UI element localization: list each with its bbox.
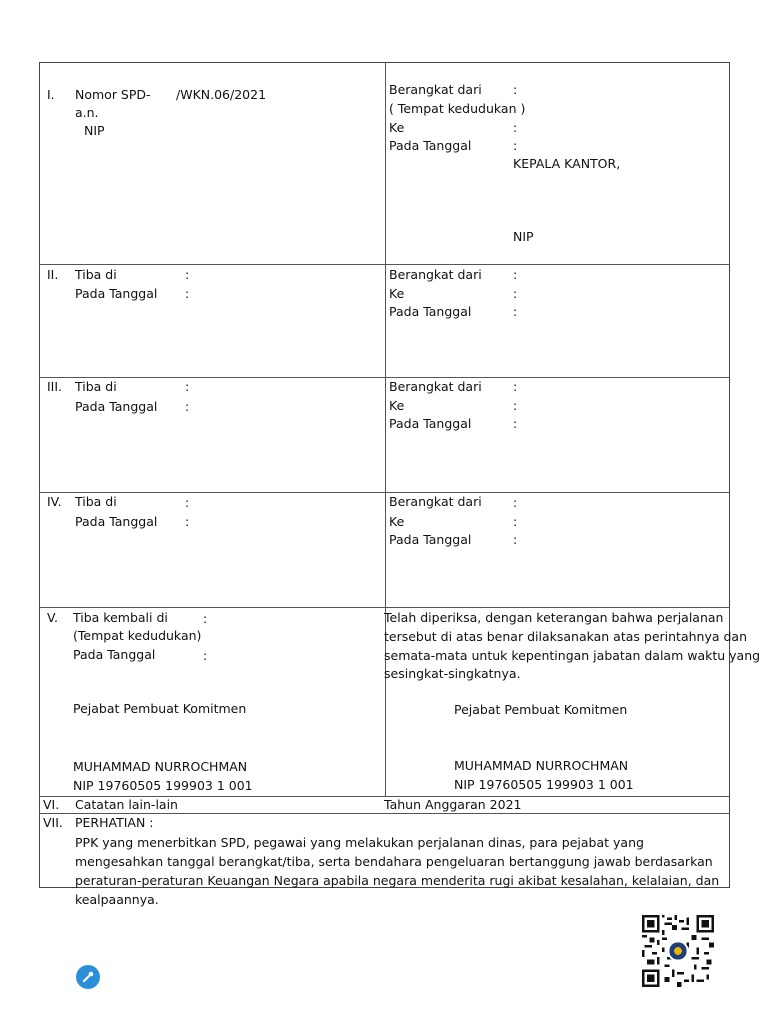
pada-tanggal-label: Pada Tanggal: [75, 399, 158, 414]
colon: :: [513, 514, 518, 529]
colon: :: [513, 267, 518, 282]
check-statement-line: semata-mata untuk kepentingan jabatan dalam waktu yang: [384, 648, 761, 663]
nip-label: NIP: [84, 123, 105, 138]
berangkat-dari-label: Berangkat dari: [389, 82, 482, 97]
colon: :: [203, 648, 208, 663]
section-number: VII.: [43, 815, 63, 830]
pejabat-label-right: Pejabat Pembuat Komitmen: [454, 702, 628, 717]
scribd-share-icon[interactable]: [76, 965, 100, 989]
colon: :: [513, 398, 518, 413]
colon: :: [513, 138, 518, 153]
tiba-di-label: Tiba di: [75, 379, 117, 394]
pada-tanggal-label: Pada Tanggal: [75, 514, 158, 529]
pejabat-label-left: Pejabat Pembuat Komitmen: [73, 701, 247, 716]
section-number: I.: [47, 87, 55, 102]
row-divider: [39, 264, 730, 265]
nomor-spd-value: /WKN.06/2021: [176, 87, 267, 102]
kepala-nip-label: NIP: [513, 229, 534, 244]
colon: :: [203, 611, 208, 626]
pada-tanggal-label: Pada Tanggal: [75, 286, 158, 301]
signer-nip-left: NIP 19760505 199903 1 001: [73, 778, 253, 793]
ke-label: Ke: [389, 286, 405, 301]
ke-label: Ke: [389, 514, 405, 529]
an-label: a.n.: [75, 105, 99, 120]
tempat-kedudukan-label: ( Tempat kedudukan ): [389, 101, 526, 116]
kepala-kantor-label: KEPALA KANTOR,: [513, 156, 621, 171]
colon: :: [513, 416, 518, 431]
ke-label: Ke: [389, 120, 405, 135]
colon: :: [185, 379, 190, 394]
tiba-di-label: Tiba di: [75, 494, 117, 509]
nomor-spd-label: Nomor SPD-: [75, 87, 151, 102]
row-divider: [39, 813, 730, 814]
colon: :: [513, 304, 518, 319]
row-divider: [39, 492, 730, 493]
section-number: III.: [47, 379, 63, 394]
colon: :: [513, 82, 518, 97]
qr-code-image: [642, 915, 714, 987]
tiba-di-label: Tiba di: [75, 267, 117, 282]
perhatian-text: PPK yang menerbitkan SPD, pegawai yang melakukan perjalanan dinas, para pejabat yang mengesahkan tanggal berangkat/tiba, serta bendahara pengeluaran bertanggung jawab berdasarkan peraturan-peraturan Keuangan Negara apabila negara menderita rugi akibat kesalahan, kelalaian, dan kealpaannya.: [75, 835, 720, 907]
pada-tanggal-label: Pada Tanggal: [389, 416, 472, 431]
colon: :: [513, 532, 518, 547]
section-number: II.: [47, 267, 59, 282]
tempat-kedudukan-label: (Tempat kedudukan): [73, 628, 202, 643]
check-statement-line: Telah diperiksa, dengan keterangan bahwa perjalanan: [384, 610, 724, 625]
berangkat-dari-label: Berangkat dari: [389, 267, 482, 282]
colon: :: [185, 495, 190, 510]
section-number: VI.: [43, 797, 60, 812]
colon: :: [185, 514, 190, 529]
signer-name-left: MUHAMMAD NURROCHMAN: [73, 759, 248, 774]
section-number: V.: [47, 610, 58, 625]
perhatian-label: PERHATIAN :: [75, 815, 154, 830]
berangkat-dari-label: Berangkat dari: [389, 379, 482, 394]
pada-tanggal-label: Pada Tanggal: [389, 138, 472, 153]
pen-icon: [76, 965, 100, 989]
colon: :: [185, 267, 190, 282]
colon: :: [185, 399, 190, 414]
tahun-anggaran-label: Tahun Anggaran 2021: [384, 797, 522, 812]
row-divider: [39, 377, 730, 378]
colon: :: [513, 120, 518, 135]
section-number: IV.: [47, 494, 62, 509]
signer-name-right: MUHAMMAD NURROCHMAN: [454, 758, 629, 773]
catatan-label: Catatan lain-lain: [75, 797, 178, 812]
tiba-kembali-label: Tiba kembali di: [73, 610, 168, 625]
colon: :: [185, 286, 190, 301]
column-divider: [385, 62, 386, 797]
check-statement-line: sesingkat-singkatnya.: [384, 666, 521, 681]
berangkat-dari-label: Berangkat dari: [389, 494, 482, 509]
check-statement-line: tersebut di atas benar dilaksanakan atas perintahnya dan: [384, 629, 748, 644]
row-divider: [39, 607, 730, 608]
colon: :: [513, 495, 518, 510]
pada-tanggal-label: Pada Tanggal: [389, 532, 472, 547]
signer-nip-right: NIP 19760505 199903 1 001: [454, 777, 634, 792]
ke-label: Ke: [389, 398, 405, 413]
pada-tanggal-label: Pada Tanggal: [73, 647, 156, 662]
colon: :: [513, 379, 518, 394]
colon: :: [513, 286, 518, 301]
pada-tanggal-label: Pada Tanggal: [389, 304, 472, 319]
